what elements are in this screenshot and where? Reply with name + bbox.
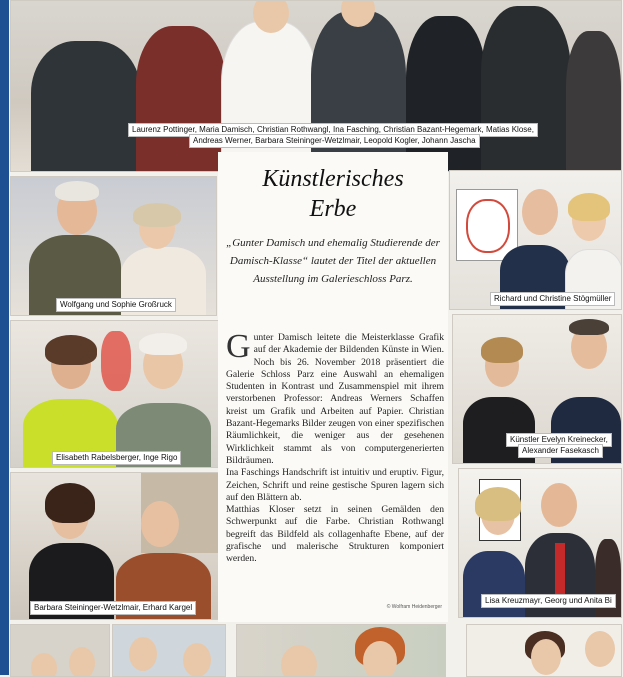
caption-kreinecker-line1: Künstler Evelyn Kreinecker, bbox=[506, 433, 612, 447]
photo-credit: © Wolfram Heidenberger bbox=[386, 604, 442, 610]
caption-steininger: Barbara Steininger-Wetzlmair, Erhard Kargel bbox=[30, 601, 196, 615]
article-paragraph-2: Ina Faschings Handschrift ist intuitiv und eruptiv. Figur, Zeichen, Schrift und reine gestische Spuren lagern sich auf den Blättern ab. bbox=[226, 467, 444, 503]
photo-bottom-1 bbox=[10, 624, 110, 677]
photo-steininger bbox=[10, 472, 220, 620]
caption-stoegmueller: Richard und Christine Stögmüller bbox=[490, 292, 615, 306]
article-deck: „Gunter Damisch und ehemalig Studierende der Damisch-Klasse“ lautet der Titel der aktuellen Ausstellung im Galerieschloss Parz. bbox=[226, 237, 440, 285]
group-caption-line2: Andreas Werner, Barbara Steininger-Wetzlmair, Leopold Kogler, Johann Jascha bbox=[189, 134, 480, 148]
photo-bottom-2 bbox=[112, 624, 226, 677]
page-edge-stripe bbox=[0, 0, 9, 675]
article-body bbox=[226, 328, 444, 566]
photo-bottom-3 bbox=[236, 624, 446, 677]
article-paragraph-1: unter Damisch leitete die Meisterklasse Grafik auf der Akademie der Bildenden Künste in Wien. Noch bis 26. November 2018 präsentiert die Galerie Schloss Parz eine Auswahl an ehemaligen Studenten in Kontrast und Zusammenspiel mit ihrem verstorbenen Professor: Andreas Werners Schaffen kreist um Grafik und Arbeiten auf Papier. Christian Bazant-Hegemarks Bilder zeugen von einer spezifischen Räumlichkeit, die weniger aus der gesehenen Wirklichkeit stammt als von computergenerierten Bildräumen. bbox=[226, 332, 444, 466]
caption-grossruck: Wolfgang und Sophie Großruck bbox=[56, 298, 176, 312]
photo-rabelsberger bbox=[10, 320, 219, 468]
photo-stoegmueller bbox=[449, 170, 622, 310]
caption-kreuzmayr: Lisa Kreuzmayr, Georg und Anita Bi bbox=[481, 594, 616, 608]
caption-rabelsberger: Elisabeth Rabelsberger, Inge Rigo bbox=[52, 451, 181, 465]
article-dropcap: G bbox=[226, 328, 251, 365]
article-paragraph-3: Matthias Kloser setzt in seinen Gemälden den Schwerpunkt auf die Farbe. Christian Rothwangl begreift das Bildfeld als collagenhafte Ebene, auf der grafische und malerische Strukturen komponiert werden. bbox=[226, 504, 444, 565]
caption-kreinecker-line2: Alexander Fasekasch bbox=[518, 444, 603, 458]
article-title-line1: Künstlerisches bbox=[262, 166, 404, 192]
photo-grossruck bbox=[10, 176, 217, 316]
article-title-line2: Erbe bbox=[309, 196, 357, 222]
group-caption-line1: Laurenz Pottinger, Maria Damisch, Christian Rothwangl, Ina Fasching, Christian Bazant-Hegemark, Matias Klose, bbox=[128, 123, 538, 137]
photo-bottom-4 bbox=[466, 624, 622, 677]
article-box bbox=[218, 152, 448, 622]
